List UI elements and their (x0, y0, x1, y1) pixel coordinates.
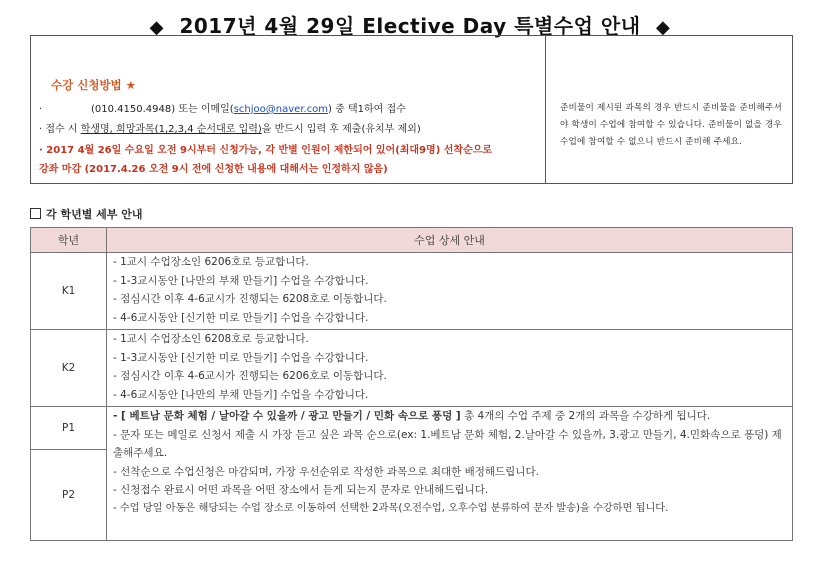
list-item: - 수업 당일 아동은 해당되는 수업 장소로 이동하여 선택한 2과목(오전수업, 오후수업 분류하여 문자 발송)을 수강하면 됩니다. (113, 502, 669, 514)
grade-cell-k2: K2 (31, 330, 107, 407)
notice-box (30, 35, 793, 184)
line2-underlined: 학생명, 희망과목(1,2,3,4 순서대로 입력) (80, 124, 262, 135)
list-item: - 신청접수 완료시 어떤 과목을 어떤 장소에서 듣게 되는지 문자로 안내해드립니다. (113, 484, 489, 496)
diamond-right-icon: ◆ (655, 17, 671, 38)
list-item: - 점심시간 이후 4-6교시가 진행되는 6208호로 이동합니다. (113, 293, 387, 305)
detail-cell-p (107, 407, 793, 541)
p-subjects-bold: - [ 베트남 문화 체험 / 날아갈 수 있을까 / 광고 만들기 / 민화 속으로 퐁덩 ] (113, 410, 461, 422)
section-heading (30, 206, 143, 222)
detail-cell-k2 (107, 330, 793, 407)
grade-cell-p1: P1 (31, 407, 107, 450)
line1-suffix: ) 중 택1하여 접수 (328, 104, 406, 115)
list-item: - 4-6교시동안 [신기한 미로 만들기] 수업을 수강합니다. (113, 311, 369, 324)
list-item: - 문자 또는 메일로 신청서 제출 시 가장 듣고 싶은 과목 순으로(ex: 1.베트남 문화 체험, 2.날아갈 수 있을까, 3.광고 만들기, 4.민화속으로 퐁덩) 제출해주세요. (113, 428, 782, 459)
apply-line-required-info (39, 120, 421, 135)
diamond-left-icon: ◆ (149, 17, 164, 38)
header-detail: 수업 상세 안내 (107, 228, 793, 253)
apply-line-deadline-cont: 강좌 마감 (2017.4.26 오전 9시 전에 신청한 내용에 대해서는 인정하지 않음) (39, 164, 388, 175)
table-header-row (31, 228, 793, 253)
list-item (113, 407, 786, 426)
grade-detail-table (30, 227, 793, 541)
list-item: - 점심시간 이후 4-6교시가 진행되는 6206호로 이동합니다. (113, 370, 387, 382)
list-item: - 1-3교시동안 [나만의 부채 만들기] 수업을 수강합니다. (113, 274, 369, 287)
supplies-notice: 준비물이 제시된 과목의 경우 반드시 준비물을 준비해주셔야 학생이 수업에 참여할 수 있습니다. 준비물이 없을 경우 수업에 참여할 수 없으니 반드시 준비해 주세요. (560, 103, 782, 147)
line1-phone: (010.4150.4948) 또는 이메일( (91, 104, 234, 115)
line1-bullet: · (39, 104, 43, 115)
list-item: - 4-6교시동안 [나만의 부채 만들기] 수업을 수강합니다. (113, 388, 369, 401)
apply-method-title: 수강 신청방법 ★ (51, 78, 136, 92)
header-grade: 학년 (31, 228, 107, 253)
email-link[interactable]: schjoo@naver.com (233, 104, 329, 115)
line2-prefix: · 접수 시 (39, 124, 81, 135)
line2-suffix: 을 반드시 입력 후 제출(유치부 제외) (261, 124, 421, 135)
title-text: 2017년 4월 29일 Elective Day 특별수업 안내 (179, 14, 641, 38)
table-row (31, 330, 793, 407)
empty-square-icon (30, 208, 41, 219)
p-subjects-rest: 총 4개의 수업 주제 중 2개의 과목을 수강하게 됩니다. (460, 410, 711, 422)
section-heading-text: 각 학년별 세부 안내 (46, 208, 143, 221)
list-item: - 선착순으로 수업신청은 마감되며, 가장 우선순위로 작성한 과목으로 최대한 배정해드립니다. (113, 465, 539, 478)
grade-cell-p2: P2 (31, 450, 107, 541)
apply-method-panel (31, 36, 546, 183)
supplies-panel (546, 36, 792, 183)
apply-line-deadline: · 2017 4월 26일 수요일 오전 9시부터 신청가능, 각 반별 인원이 제한되어 있어(최대9명) 선착순으로 (39, 145, 493, 156)
table-row (31, 253, 793, 330)
list-item: - 1-3교시동안 [신기한 미로 만들기] 수업을 수강합니다. (113, 351, 369, 364)
detail-cell-k1 (107, 253, 793, 330)
grade-cell-k1: K1 (31, 253, 107, 330)
list-item: - 1교시 수업장소인 6208호로 등교합니다. (113, 333, 309, 345)
list-item: - 1교시 수업장소인 6206호로 등교합니다. (113, 256, 309, 268)
table-row (31, 407, 793, 450)
apply-line-contact (39, 100, 406, 115)
